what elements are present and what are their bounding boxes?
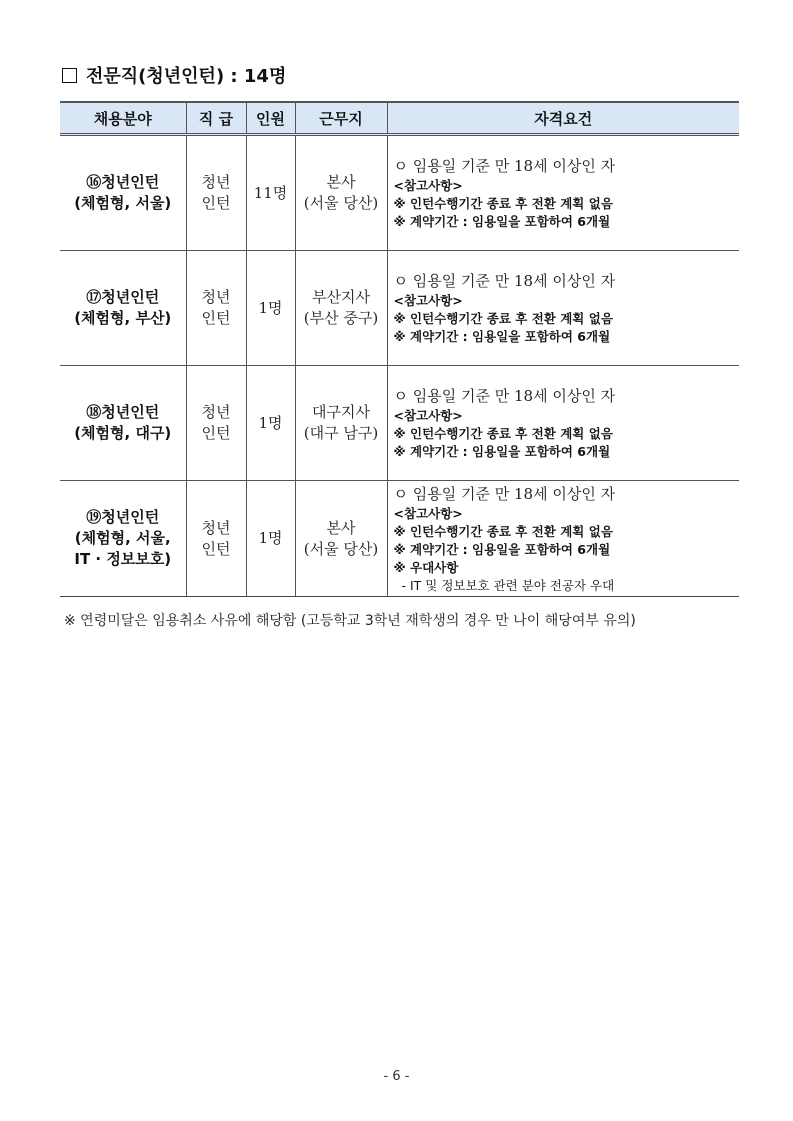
place-line: 본사 <box>326 518 356 537</box>
place-line: (서울 당산) <box>303 539 379 558</box>
field-cell <box>60 251 186 366</box>
field-line: (체험형, 대구) <box>74 424 172 442</box>
field-cell <box>60 135 186 251</box>
requirement-note: ※ 인턴수행기간 종료 후 전환 계획 없음 <box>393 311 613 326</box>
header-requirement: 자격요건 <box>387 102 739 135</box>
requirement-note: ※ 우대사항 <box>393 559 459 575</box>
grade-line: 인턴 <box>201 309 231 327</box>
count-cell: 1명 <box>246 251 295 366</box>
field-line: (체험형, 서울, <box>74 529 171 547</box>
requirement-cell <box>387 366 739 481</box>
place-cell <box>295 366 387 481</box>
count-cell: 1명 <box>246 481 295 597</box>
header-count: 인원 <box>246 102 295 135</box>
recruitment-table <box>60 101 739 597</box>
header-grade: 직 급 <box>186 102 246 135</box>
grade-line: 인턴 <box>201 194 231 212</box>
field-line: ⑱청년인턴 <box>86 403 160 421</box>
requirement-cell <box>387 481 739 597</box>
requirement-note: ※ 계약기간 : 임용일을 포함하여 6개월 <box>393 214 611 229</box>
field-line: ⑰청년인턴 <box>86 288 160 306</box>
page-number: - 6 - <box>383 1069 410 1084</box>
checkbox-square-icon <box>62 68 77 83</box>
field-line: ⑯청년인턴 <box>86 173 160 191</box>
header-field: 채용분야 <box>60 102 186 135</box>
requirement-cell <box>387 251 739 366</box>
grade-cell <box>186 481 246 597</box>
section-heading <box>62 62 286 88</box>
table-row <box>60 366 739 481</box>
requirement-main: ㅇ 임용일 기준 만 18세 이상인 자 <box>393 387 616 405</box>
place-line: (부산 중구) <box>303 309 379 327</box>
header-place: 근무지 <box>295 102 387 135</box>
grade-cell <box>186 251 246 366</box>
place-line: 본사 <box>326 173 356 191</box>
table-row <box>60 251 739 366</box>
grade-line: 인턴 <box>201 539 231 558</box>
requirement-main: ㅇ 임용일 기준 만 18세 이상인 자 <box>393 484 616 503</box>
field-cell <box>60 366 186 481</box>
count-cell: 1명 <box>246 366 295 481</box>
requirement-note: ※ 계약기간 : 임용일을 포함하여 6개월 <box>393 329 611 344</box>
table-row <box>60 481 739 597</box>
requirement-cell <box>387 135 739 251</box>
grade-line: 청년 <box>201 518 231 537</box>
requirement-main: ㅇ 임용일 기준 만 18세 이상인 자 <box>393 157 616 175</box>
field-line: ⑲청년인턴 <box>86 508 160 526</box>
table-header-row <box>60 102 739 135</box>
field-cell <box>60 481 186 597</box>
requirement-note: <참고사항> <box>393 408 463 423</box>
place-line: (서울 당산) <box>303 194 379 212</box>
place-line: 대구지사 <box>312 403 370 421</box>
field-line: (체험형, 서울) <box>74 194 172 212</box>
place-line: (대구 남구) <box>303 424 379 442</box>
requirement-note: ※ 계약기간 : 임용일을 포함하여 6개월 <box>393 444 611 459</box>
section-heading-text: 전문직(청년인턴) : 14명 <box>86 66 287 87</box>
place-cell <box>295 251 387 366</box>
requirement-note: ※ 인턴수행기간 종료 후 전환 계획 없음 <box>393 196 613 211</box>
requirement-note: ※ 계약기간 : 임용일을 포함하여 6개월 <box>393 541 611 557</box>
grade-line: 청년 <box>201 288 231 306</box>
grade-cell <box>186 135 246 251</box>
place-cell <box>295 481 387 597</box>
requirement-note: ※ 인턴수행기간 종료 후 전환 계획 없음 <box>393 523 613 539</box>
requirement-note: <참고사항> <box>393 178 463 193</box>
table-row <box>60 135 739 251</box>
grade-line: 인턴 <box>201 424 231 442</box>
footnote: ※ 연령미달은 임용취소 사유에 해당함 (고등학교 3학년 재학생의 경우 만 나이 해당여부 유의) <box>64 613 636 629</box>
requirement-sub: - IT 및 정보보호 관련 분야 전공자 우대 <box>401 577 615 593</box>
requirement-note: <참고사항> <box>393 505 463 521</box>
requirement-note: ※ 인턴수행기간 종료 후 전환 계획 없음 <box>393 426 613 441</box>
count-cell: 11명 <box>246 135 295 251</box>
grade-line: 청년 <box>201 173 231 191</box>
field-line: (체험형, 부산) <box>74 309 172 327</box>
field-line: IT · 정보보호) <box>74 550 172 568</box>
requirement-main: ㅇ 임용일 기준 만 18세 이상인 자 <box>393 272 616 290</box>
place-line: 부산지사 <box>312 288 370 306</box>
grade-cell <box>186 366 246 481</box>
requirement-note: <참고사항> <box>393 293 463 308</box>
grade-line: 청년 <box>201 403 231 421</box>
place-cell <box>295 135 387 251</box>
